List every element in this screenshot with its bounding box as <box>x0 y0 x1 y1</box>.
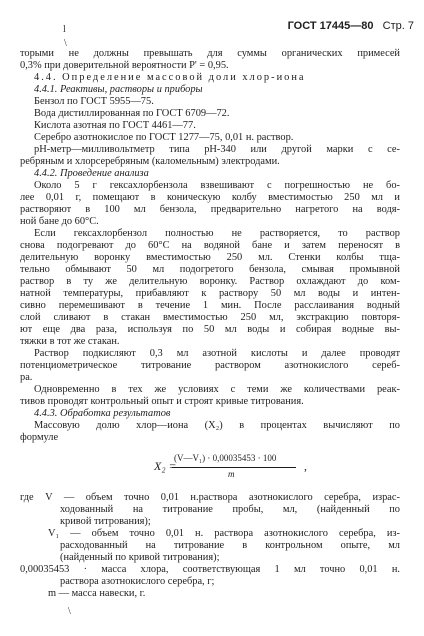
page-header <box>262 20 414 32</box>
text-line: ной бане до 60°С. <box>20 216 99 227</box>
text-line: тельно обмывают 50 мл подогретого бензола, смывая промывной <box>20 264 400 275</box>
text-line: Бензол по ГОСТ 5955—75. <box>34 96 154 107</box>
text-line: формуле <box>20 432 59 443</box>
text-line: тивов проводят контрольный опыт и строят кривые титрования. <box>20 396 304 407</box>
text-line: расходованный на титрование в контрольном опыте, мл <box>60 540 400 551</box>
text-line: слой сливают в стакан вместимостью 250 мл, экстракцию повторя- <box>20 312 400 323</box>
text-line: m — масса навески, г. <box>48 588 146 599</box>
text-line: ходованный на титрование пробы, мл, (найденный по <box>60 504 400 515</box>
formula-comma: , <box>304 459 307 473</box>
formula-denominator: m <box>228 469 235 479</box>
text-line: 4.4.2. Проведение анализа <box>34 168 149 179</box>
text-line: раствор в ту же делительную воронку. Раствор охлаждают до ком- <box>20 276 400 287</box>
margin-mark-top: l <box>63 24 66 35</box>
text-line: 0,3% при доверительной вероятности P' = 0,95. <box>20 60 229 71</box>
text-line: тяжки в тот же стакан. <box>20 336 120 347</box>
text-line: Серебро азотнокислое по ГОСТ 1277—75, 0,01 н. раствор. <box>34 132 294 143</box>
text-line: Если гексахлорбензол полностью не растворяется, то раствор <box>34 228 400 239</box>
text-line: Массовую долю хлор—иона (X₂) в процентах вычисляют по <box>34 420 400 431</box>
text-line: V₁ — объем точно 0,01 н. раствора азотнокислого серебра, из- <box>48 528 400 539</box>
text-line: кривой титрования); <box>60 516 151 527</box>
text-line: ют еще два раза, используя по 50 мл воды и собирая водные вы- <box>20 324 400 335</box>
text-line: растворяют в 100 мл бензола, предварительно нагретого на водя- <box>20 204 400 215</box>
text-line: Раствор подкисляют 0,3 мл азотной кислоты и далее проводят <box>34 348 400 359</box>
formula <box>154 453 307 489</box>
formula-lhs: X₂ = <box>154 459 177 473</box>
text-line: 0,00035453 · масса хлора, соответствующая 1 мл точно 0,01 н. <box>20 564 400 575</box>
text-line: Около 5 г гексахлорбензола взвешивают с погрешностью не бо- <box>34 180 400 191</box>
text-line: делительную воронку вместимостью 250 мл. Стенки колбы тща- <box>20 252 400 263</box>
text-line: сивно перемешивают в течение 1 мин. После расслаивания водный <box>20 300 400 311</box>
text-line: где V — объем точно 0,01 н.раствора азотнокислого серебра, израс- <box>20 492 400 503</box>
text-line: натной температуры, прибавляют к раствору 50 мл воды и интен- <box>20 288 400 299</box>
formula-numerator: (V—V₁) · 0,00035453 · 100 <box>174 453 277 463</box>
text-line: (найденный по кривой титрования); <box>60 552 220 563</box>
text-line: ребряным и хлорсеребряным (каломельным) электродами. <box>20 156 280 167</box>
text-line: раствора азотнокислого серебра, г; <box>60 576 215 587</box>
text-line: лее 0,01 г, помещают в коническую колбу вместимостью 250 мл и <box>20 192 400 203</box>
page-number: Стр. 7 <box>382 20 414 32</box>
text-line: потенциометрическое титрование раствором азотнокислого сереб- <box>20 360 400 371</box>
margin-mark-top2: \ <box>64 38 67 49</box>
text-line: снова подогревают до 60°С на водяной бане и затем переносят в <box>20 240 400 251</box>
text-line: Вода дистиллированная по ГОСТ 6709—72. <box>34 108 230 119</box>
text-line: 4.4.3. Обработка результатов <box>34 408 171 419</box>
margin-mark-bottom: \ <box>68 606 71 617</box>
text-line: Одновременно в тех же условиях с теми же количествами реак- <box>34 384 400 395</box>
text-line: рН-метр—милливольтметр типа рН-340 или другой марки с се- <box>34 144 400 155</box>
fraction-bar <box>172 467 296 468</box>
standard-number: ГОСТ 17445—80 <box>287 20 374 32</box>
text-line: ра. <box>20 372 33 383</box>
text-line: Кислота азотная по ГОСТ 4461—77. <box>34 120 196 131</box>
text-line: 4.4.1. Реактивы, растворы и приборы <box>34 84 203 95</box>
text-line: 4.4. Определение массовой доли хлор-иона <box>34 72 306 83</box>
text-line: торыми не должны превышать для суммы органических примесей <box>20 48 400 59</box>
